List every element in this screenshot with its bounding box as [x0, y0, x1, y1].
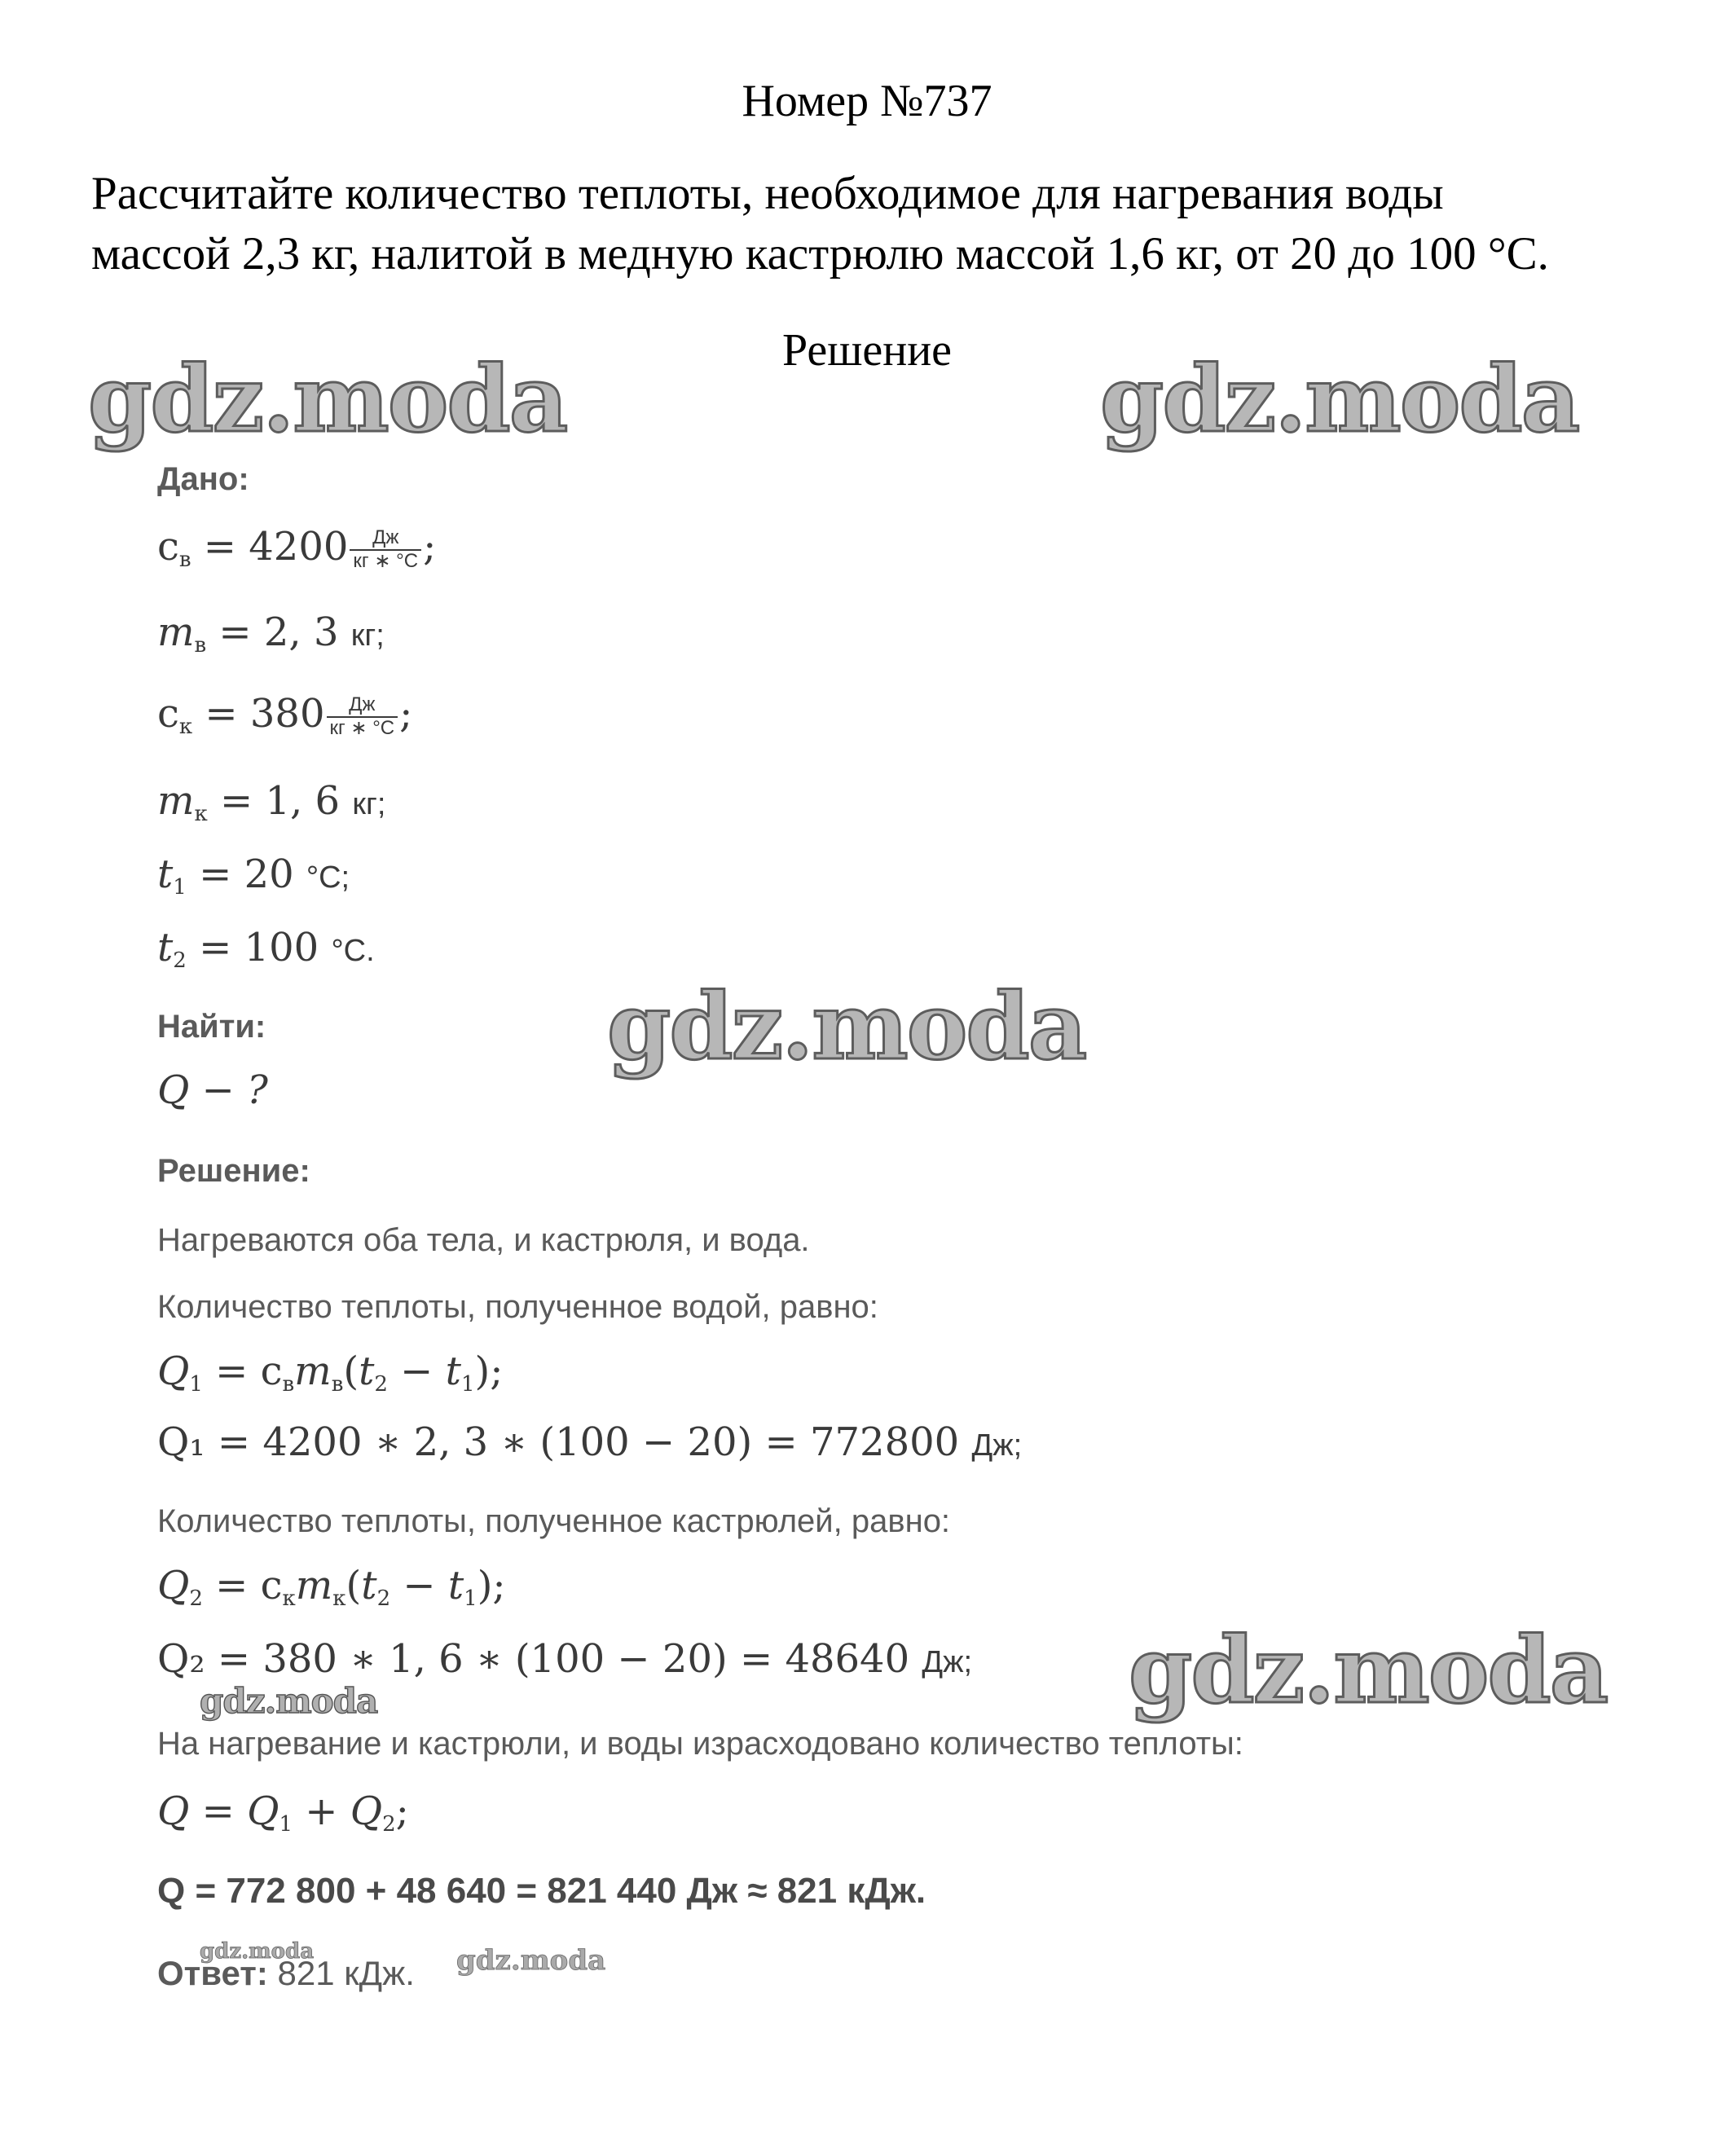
watermark-logo: gdz.moda [607, 974, 1086, 1080]
solution-text: Количество теплоты, полученное кастрюлей, равно: [157, 1503, 951, 1539]
equation-q2-value: Q₂ = 380 ∗ 1, 6 ∗ (100 − 20) = 48640 Дж; [157, 1636, 973, 1682]
find-item: Q − ? [157, 1067, 268, 1113]
solution-title: Решение [781, 325, 953, 376]
equation-q-sum: $Q = Q_1 + Q_2$; [157, 1789, 409, 1837]
solution-text: Количество теплоты, полученное водой, равно: [157, 1289, 878, 1325]
given-c-water: $c_в = 4200$ $\frac{Дж}{кг ∗ ^\circ С}$ ; [157, 524, 437, 572]
equation-q1-value: Q₁ = 4200 ∗ 2, 3 ∗ (100 − 20) = 772800 Дж; [157, 1419, 1023, 1465]
given-t2: $t_2 = 100$ °С. [157, 925, 375, 973]
watermark-logo: gdz.moda [200, 1939, 315, 1964]
watermark-logo: gdz.moda [200, 1681, 378, 1721]
equation-q1-formula: $Q_1 = c_вm_в(t_2 - t_1)$; [157, 1349, 504, 1397]
watermark-logo: gdz.moda [456, 1944, 606, 1977]
given-c-pot: $c_к = 380$ $\frac{Дж}{кг ∗ ^\circ С}$ ; [157, 691, 413, 739]
answer-line: Ответ: 821 кДж. [157, 1954, 415, 1992]
given-heading: Дано: [157, 461, 249, 497]
equation-q2-formula: $Q_2 = c_кm_к(t_2 - t_1)$; [157, 1563, 506, 1611]
page-title: Номер №737 [742, 76, 992, 126]
given-m-water: $m_в = 2$, 3 кг; [157, 609, 385, 658]
task-text-line-1: Рассчитайте количество теплоты, необходимое для нагревания воды [91, 168, 1444, 219]
find-heading: Найти: [157, 1009, 266, 1045]
task-text-line-2: массой 2,3 кг, налитой в медную кастрюлю массой 1,6 кг, от 20 до 100 °С. [91, 228, 1549, 279]
solution-heading: Решение: [157, 1153, 310, 1189]
watermark-logo: gdz.moda [88, 346, 567, 453]
solution-text: Нагреваются оба тела, и кастрюля, и вода. [157, 1222, 810, 1258]
given-t1: $t_1 = 20$ °С; [157, 851, 350, 900]
watermark-logo: gdz.moda [1129, 1617, 1608, 1724]
watermark-logo: gdz.moda [1100, 346, 1579, 453]
solution-text: На нагревание и кастрюли, и воды израсходовано количество теплоты: [157, 1726, 1243, 1762]
given-m-pot: $m_к = 1$, 6 кг; [157, 778, 386, 826]
equation-q-result: Q = 772 800 + 48 640 = 821 440 Дж ≈ 821 кДж. [157, 1871, 926, 1911]
